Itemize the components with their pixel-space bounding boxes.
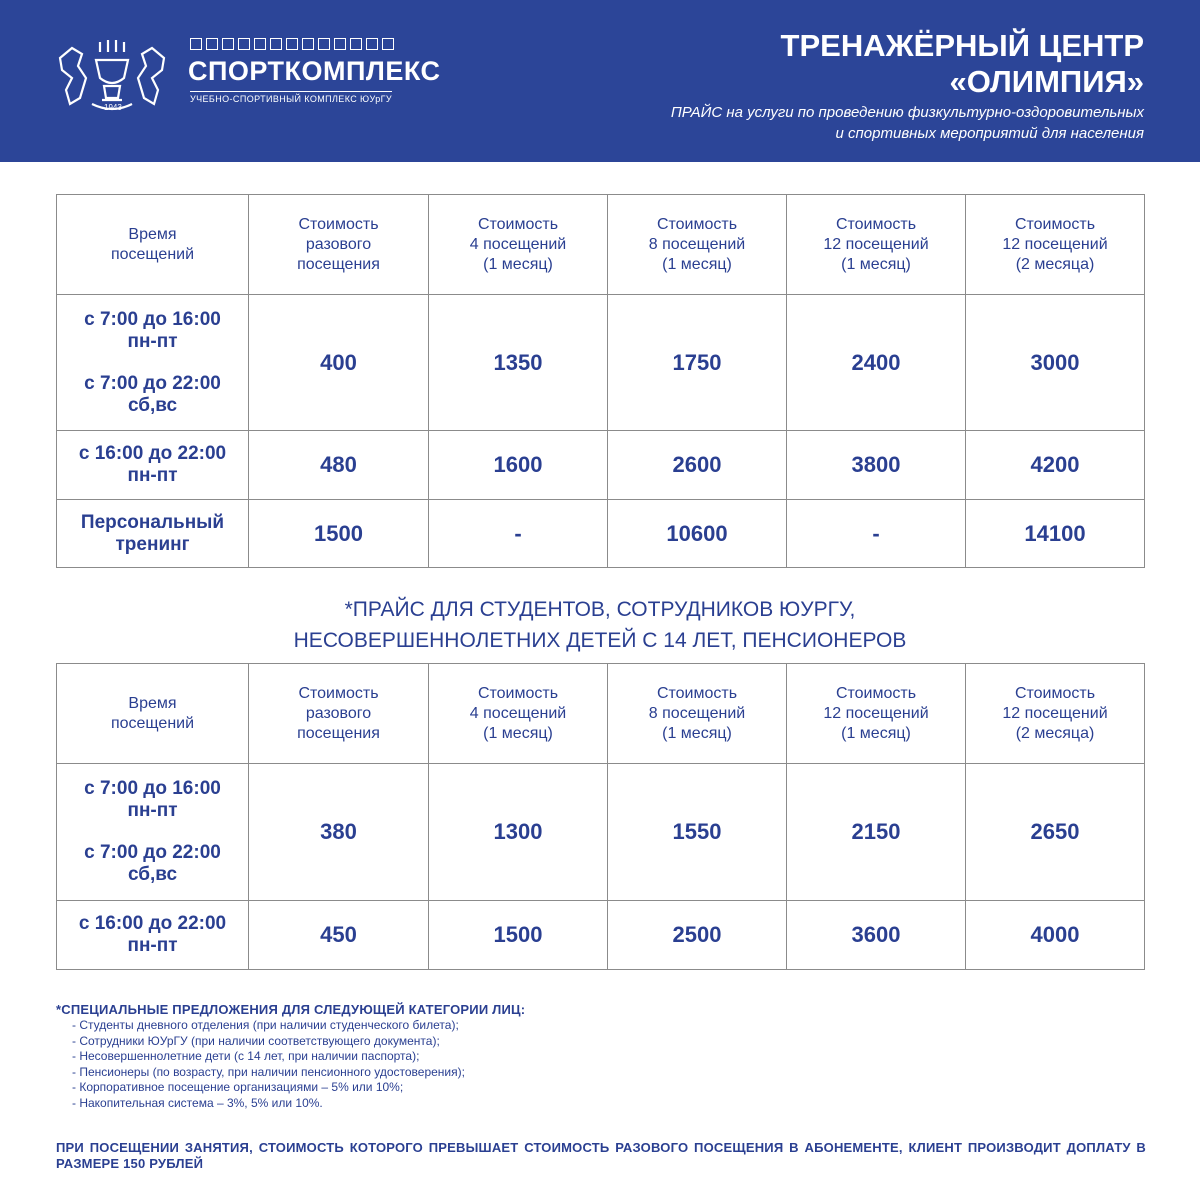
price-cell: 3800	[787, 431, 966, 500]
logo-year: 1943	[104, 103, 122, 112]
special-offers	[56, 1002, 1146, 1111]
price-cell: -	[429, 500, 608, 568]
price-cell: 1500	[249, 500, 429, 568]
table-row	[57, 500, 1145, 568]
table-header-row	[57, 664, 1145, 764]
footer-note: ПРИ ПОСЕЩЕНИИ ЗАНЯТИЯ, СТОИМОСТЬ КОТОРОГО ПРЕВЫШАЕТ СТОИМОСТЬ РАЗОВОГО ПОСЕЩЕНИЯ В АБОНЕМЕНТЕ, КЛИЕНТ ПРОИЗВОДИТ ДОПЛАТУ В РАЗМЕРЕ 150 РУБЛЕЙ	[56, 1140, 1146, 1171]
table-header-row	[57, 195, 1145, 295]
column-header: Время посещений	[57, 195, 249, 295]
price-cell: 2400	[787, 295, 966, 431]
column-header: Стоимость 4 посещений (1 месяц)	[429, 195, 608, 295]
price-cell: 380	[249, 764, 429, 901]
time-cell: с 7:00 до 16:00 пн-пт с 7:00 до 22:00 сб,вс	[57, 295, 249, 431]
center-name	[781, 28, 1144, 100]
header-description-line2: и спортивных мероприятий для населения	[835, 125, 1144, 142]
column-header: Время посещений	[57, 664, 249, 764]
center-name-line2: «ОЛИМПИЯ»	[949, 64, 1144, 99]
price-cell: 1300	[429, 764, 608, 901]
column-header: Стоимость 12 посещений (2 месяца)	[966, 664, 1145, 764]
price-cell: 1350	[429, 295, 608, 431]
price-cell: 1750	[608, 295, 787, 431]
logo-subtitle: УЧЕБНО-СПОРТИВНЫЙ КОМПЛЕКС ЮУрГУ	[190, 91, 392, 104]
price-cell: 480	[249, 431, 429, 500]
list-item: - Пенсионеры (по возрасту, при наличии пенсионного удостоверения);	[72, 1064, 465, 1079]
header-description-line1: ПРАЙС на услуги по проведению физкультурно-оздоровительных	[670, 104, 1144, 121]
price-cell: 4200	[966, 431, 1145, 500]
price-cell: -	[787, 500, 966, 568]
center-name-line1: ТРЕНАЖЁРНЫЙ ЦЕНТР	[780, 28, 1144, 63]
column-header: Стоимость разового посещения	[249, 195, 429, 295]
price-table-general	[56, 194, 1145, 568]
price-cell: 1500	[429, 901, 608, 970]
price-cell: 1550	[608, 764, 787, 901]
price-cell: 4000	[966, 901, 1145, 970]
table-row	[57, 764, 1145, 901]
price-cell: 400	[249, 295, 429, 431]
table-row	[57, 431, 1145, 500]
time-cell: с 16:00 до 22:00 пн-пт	[57, 901, 249, 970]
column-header: Стоимость разового посещения	[249, 664, 429, 764]
price-cell: 450	[249, 901, 429, 970]
column-header: Стоимость 8 посещений (1 месяц)	[608, 664, 787, 764]
list-item: - Сотрудники ЮУрГУ (при наличии соответствующего документа);	[72, 1033, 440, 1048]
column-header: Стоимость 4 посещений (1 месяц)	[429, 664, 608, 764]
discount-note-line1: *ПРАЙС ДЛЯ СТУДЕНТОВ, СОТРУДНИКОВ ЮУРГУ,	[344, 598, 856, 621]
table-row	[57, 901, 1145, 970]
column-header: Стоимость 12 посещений (2 месяца)	[966, 195, 1145, 295]
header-description	[671, 102, 1144, 144]
column-header: Стоимость 12 посещений (1 месяц)	[787, 195, 966, 295]
table-row	[57, 295, 1145, 431]
list-item: - Несовершеннолетние дети (с 14 лет, при наличии паспорта);	[72, 1049, 420, 1063]
price-cell: 10600	[608, 500, 787, 568]
price-cell: 1600	[429, 431, 608, 500]
price-table-discount	[56, 663, 1145, 970]
time-cell: Персональный тренинг	[57, 500, 249, 568]
header-banner	[0, 0, 1200, 162]
price-cell: 2150	[787, 764, 966, 901]
discount-note	[0, 594, 1200, 656]
discount-note-line2: НЕСОВЕРШЕННОЛЕТНИХ ДЕТЕЙ С 14 ЛЕТ, ПЕНСИОНЕРОВ	[293, 629, 907, 652]
time-cell: с 16:00 до 22:00 пн-пт	[57, 431, 249, 500]
price-cell: 14100	[966, 500, 1145, 568]
column-header: Стоимость 8 посещений (1 месяц)	[608, 195, 787, 295]
special-offers-list	[56, 1018, 1146, 1111]
sport-pictogram-icons	[190, 38, 394, 50]
time-cell: с 7:00 до 16:00 пн-пт с 7:00 до 22:00 сб,вс	[57, 764, 249, 901]
price-cell: 2600	[608, 431, 787, 500]
price-cell: 3600	[787, 901, 966, 970]
list-item: - Корпоративное посещение организациями – 5% или 10%;	[72, 1080, 404, 1094]
price-cell: 3000	[966, 295, 1145, 431]
logo-title: СПОРТКОМПЛЕКС	[188, 56, 441, 86]
list-item: - Накопительная система – 3%, 5% или 10%.	[72, 1095, 323, 1110]
special-offers-title: *СПЕЦИАЛЬНЫЕ ПРЕДЛОЖЕНИЯ ДЛЯ СЛЕДУЮЩЕЙ КАТЕГОРИИ ЛИЦ:	[56, 1002, 526, 1017]
column-header: Стоимость 12 посещений (1 месяц)	[787, 664, 966, 764]
price-cell: 2500	[608, 901, 787, 970]
price-cell: 2650	[966, 764, 1145, 901]
list-item: - Студенты дневного отделения (при наличии студенческого билета);	[72, 1018, 459, 1032]
